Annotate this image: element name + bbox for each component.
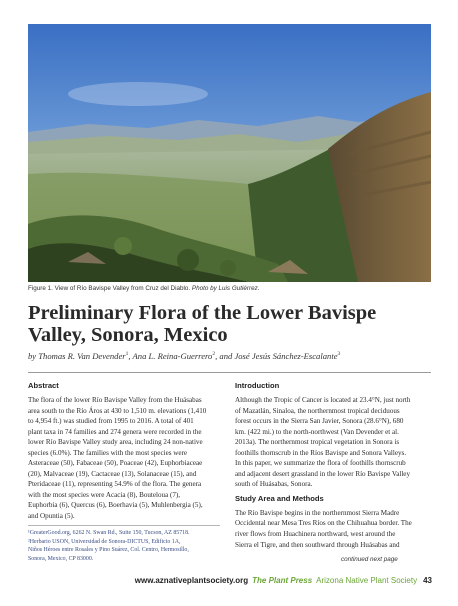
- study-area-heading: Study Area and Methods: [235, 493, 324, 503]
- abstract-line: Pteridaceae (11), representing 54.9% of the flora. The genera: [28, 480, 202, 489]
- footnote-line: ¹GreaterGood.org, 6262 N. Swan Rd., Suite 150, Tucson, AZ 85718.: [28, 530, 190, 536]
- study-area-line: The Río Bavispe begins in the northernmost Sierra Madre: [235, 508, 400, 517]
- right-column: [235, 381, 428, 550]
- continued-note: continued next page: [341, 556, 398, 563]
- header-divider: [28, 372, 431, 373]
- abstract-body: [28, 395, 221, 522]
- figure-caption: [28, 285, 431, 292]
- introduction-body: [235, 395, 428, 490]
- left-column: [28, 381, 221, 522]
- page-number: 43: [423, 576, 432, 585]
- footnote-line: Sonora, Mexico, CP 83000.: [28, 555, 94, 562]
- footnotes: [28, 529, 221, 563]
- abstract-line: Asteraceae (50), Fabaceae (50), Poaceae (42), Euphorbiaceae: [28, 459, 203, 468]
- introduction-line: In this paper, we summarize the flora of foothills thornscrub: [235, 459, 406, 468]
- introduction-line: of Mazatlán, Sinaloa, the northernmost tropical deciduous: [235, 406, 400, 415]
- photo-credit: Photo by Luis Gutiérrez.: [191, 285, 260, 292]
- footnote-line: Niños Héroes entre Rosales y Pino Suárez, Col. Centro, Hermosillo,: [28, 547, 189, 554]
- abstract-line: (20), Malvaceae (19), Cactaceae (13), Solanaceae (15), and: [28, 469, 197, 478]
- introduction-heading: Introduction: [235, 381, 280, 390]
- introduction-line: km. (422 mi.) to the north-northwest (Van Devender et al.: [235, 427, 399, 436]
- footnote-line: ²Herbario USON, Universidad de Sonora-DICTUS, Edificio 1A,: [28, 538, 181, 545]
- abstract-heading: Abstract: [28, 381, 59, 390]
- study-area-line: Sierra el Tigre, and then southward through Huásabas and: [235, 540, 400, 549]
- abstract-line: The flora of the lower Río Bavispe Valley from the Huásabas: [28, 396, 202, 404]
- author-1-affiliation-mark: 1: [125, 351, 129, 358]
- footer-magazine: The Plant Press: [252, 576, 313, 585]
- byline-separator: ,: [128, 351, 133, 361]
- byline-separator: , and: [215, 351, 235, 361]
- caption-text: Figure 1. View of Río Bavispe Valley from Cruz del Diablo.: [28, 285, 192, 292]
- abstract-line: to 4,954 ft.) was studied from 1995 to 2016. A total of 401: [28, 417, 194, 426]
- introduction-line: south of Huásabas, Sonora.: [235, 480, 313, 489]
- introduction-line: 2013a). The northernmost tropical vegetation in Sonora is: [235, 438, 400, 447]
- study-area-line: Occidental near Mesa Tres Ríos on the Chihuahua border. The: [235, 519, 412, 528]
- author-2: Ana L. Reina-Guerrero: [132, 351, 213, 361]
- byline: [28, 351, 438, 361]
- abstract-line: Euphorbia (6), Quercus (6), Boerhavia (5), Muhlenbergia (5),: [28, 501, 203, 510]
- byline-prefix: by: [28, 351, 39, 361]
- author-2-affiliation-mark: 2: [212, 351, 216, 358]
- abstract-line: and Opuntia (5).: [28, 512, 75, 521]
- study-area-line: river flows from Huachinera northward, west around the: [235, 530, 396, 539]
- introduction-line: Although the Tropic of Cancer is located at 23.4°N, just north: [235, 396, 411, 404]
- figure-photo: [28, 24, 431, 282]
- author-1: Thomas R. Van Devender: [38, 351, 126, 361]
- study-area-body: [235, 508, 428, 550]
- abstract-line: species (6.0%). The families with the most species were: [28, 448, 188, 457]
- abstract-line: area south to the Río Áros at 430 to 1,510 m. elevations (1,410: [28, 406, 207, 415]
- introduction-line: foothills thornscrub in the Ríos Bavispe and Sonora Valleys.: [235, 448, 407, 457]
- footnote-divider: [28, 525, 220, 526]
- footer-society: Arizona Native Plant Society: [316, 576, 418, 585]
- footer-url[interactable]: www.aznativeplantsociety.org: [134, 576, 249, 585]
- introduction-line: forest occurs in the Sierra San Javier, Sonora (28.6°N), 680: [235, 417, 404, 426]
- article-title: Preliminary Flora of the Lower Bavispe Valley, Sonora, Mexico: [28, 302, 377, 346]
- author-3: José Jesús Sánchez-Escalante: [234, 351, 338, 361]
- abstract-line: plant taxa in 74 families and 274 genera were recorded in the: [28, 427, 202, 436]
- abstract-line: lower Río Bavispe Valley study area, including 24 non-native: [28, 438, 203, 447]
- abstract-line: with the most species were Acacia (8), Bouteloua (7),: [28, 490, 181, 499]
- introduction-line: and adjacent desert grassland in the lower Río Bavispe Valley: [235, 469, 410, 478]
- author-3-affiliation-mark: 3: [337, 351, 341, 358]
- page-footer: [0, 576, 432, 585]
